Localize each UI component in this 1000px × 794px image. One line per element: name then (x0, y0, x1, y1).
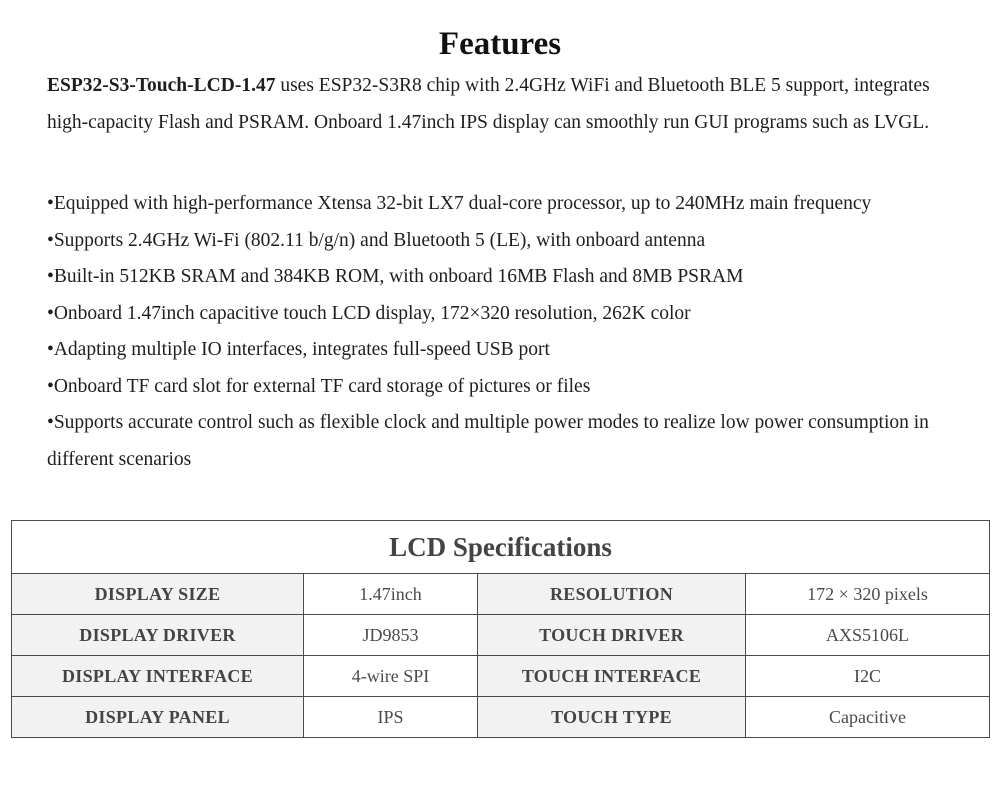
spec-table-caption-row (12, 521, 990, 574)
intro-paragraph (47, 68, 967, 141)
feature-item: •Supports accurate control such as flexible clock and multiple power modes to realize low power consumption in different scenarios (47, 412, 929, 470)
spec-key: DISPLAY INTERFACE (12, 656, 304, 697)
feature-item: •Supports 2.4GHz Wi-Fi (802.11 b/g/n) and Bluetooth 5 (LE), with onboard antenna (47, 229, 706, 251)
spec-key: TOUCH DRIVER (478, 615, 746, 656)
table-row (12, 574, 990, 615)
feature-item: •Equipped with high-performance Xtensa 32-bit LX7 dual-core processor, up to 240MHz main frequency (47, 193, 872, 214)
product-name: ESP32-S3-Touch-LCD-1.47 (47, 75, 276, 96)
feature-item: •Onboard 1.47inch capacitive touch LCD display, 172×320 resolution, 262K color (47, 302, 691, 324)
intro-text: uses ESP32-S3R8 chip with 2.4GHz WiFi and Bluetooth BLE 5 support, integrates high-capacity Flash and PSRAM. Onboard 1.47inch IPS display can smoothly run GUI programs such as LVGL. (47, 75, 930, 133)
spec-key: DISPLAY PANEL (12, 697, 304, 738)
spec-table-title: LCD Specifications (12, 521, 990, 574)
spec-value: Capacitive (746, 697, 990, 738)
spec-key: DISPLAY SIZE (12, 574, 304, 615)
spec-key: DISPLAY DRIVER (12, 615, 304, 656)
feature-list (47, 186, 967, 478)
table-row (12, 697, 990, 738)
spec-key: TOUCH TYPE (478, 697, 746, 738)
spec-value: 1.47inch (304, 574, 478, 615)
feature-item: •Onboard TF card slot for external TF card storage of pictures or files (47, 375, 591, 397)
spec-value: IPS (304, 697, 478, 738)
spec-value: 172 × 320 pixels (746, 574, 990, 615)
table-row (12, 615, 990, 656)
spec-key: RESOLUTION (478, 574, 746, 615)
spec-value: 4-wire SPI (304, 656, 478, 697)
lcd-spec-table (11, 520, 990, 738)
spec-key: TOUCH INTERFACE (478, 656, 746, 697)
feature-item: •Adapting multiple IO interfaces, integrates full-speed USB port (47, 339, 550, 360)
feature-item: •Built-in 512KB SRAM and 384KB ROM, with onboard 16MB Flash and 8MB PSRAM (47, 266, 744, 287)
features-title: Features (438, 26, 562, 62)
spec-value: AXS5106L (746, 615, 990, 656)
table-row (12, 656, 990, 697)
spec-value: I2C (746, 656, 990, 697)
spec-value: JD9853 (304, 615, 478, 656)
